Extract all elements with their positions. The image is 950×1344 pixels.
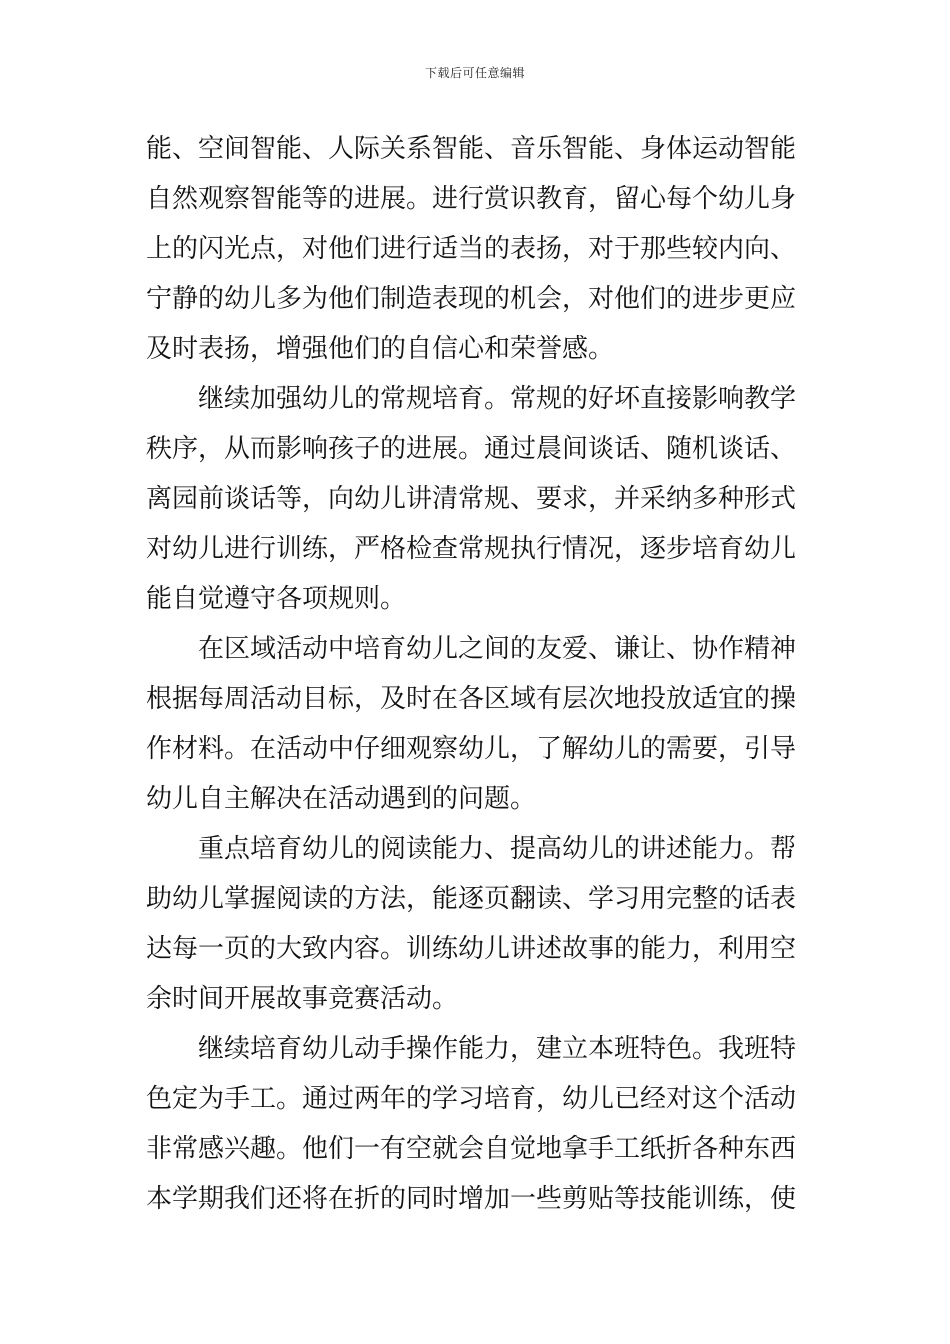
paragraph xyxy=(146,374,810,624)
text-line: 幼儿自主解决在活动遇到的问题。 xyxy=(146,784,537,814)
text-line: 非常感兴趣。他们一有空就会自觉地拿手工纸折各种东西 xyxy=(146,1134,797,1164)
text-line: 能自觉遵守各项规则。 xyxy=(146,584,407,614)
document-body xyxy=(146,124,810,1224)
text-line: 能、空间智能、人际关系智能、音乐智能、身体运动智能 xyxy=(146,134,797,164)
text-line: 作材料。在活动中仔细观察幼儿，了解幼儿的需要，引导 xyxy=(146,734,797,764)
text-line: 本学期我们还将在折的同时增加一些剪贴等技能训练，使 xyxy=(146,1184,797,1214)
text-line: 自然观察智能等的进展。进行赏识教育，留心每个幼儿身 xyxy=(146,184,797,214)
text-line: 根据每周活动目标，及时在各区域有层次地投放适宜的操 xyxy=(146,684,797,714)
text-line: 继续加强幼儿的常规培育。常规的好坏直接影响教学 xyxy=(198,384,797,414)
text-line: 对幼儿进行训练，严格检查常规执行情况，逐步培育幼儿 xyxy=(146,534,797,564)
text-line: 秩序，从而影响孩子的进展。通过晨间谈话、随机谈话、 xyxy=(146,434,797,464)
page-header: 下载后可任意编辑 xyxy=(424,66,525,80)
text-line: 离园前谈话等，向幼儿讲清常规、要求，并采纳多种形式 xyxy=(146,484,797,514)
paragraph xyxy=(146,124,810,374)
paragraph xyxy=(146,824,810,1024)
text-line: 达每一页的大致内容。训练幼儿讲述故事的能力，利用空 xyxy=(146,934,797,964)
text-line: 上的闪光点，对他们进行适当的表扬，对于那些较内向、 xyxy=(146,234,797,264)
paragraph xyxy=(146,1024,810,1224)
text-line: 助幼儿掌握阅读的方法，能逐页翻读、学习用完整的话表 xyxy=(146,884,797,914)
text-line: 余时间开展故事竞赛活动。 xyxy=(146,984,459,1014)
text-line: 及时表扬，增强他们的自信心和荣誉感。 xyxy=(146,334,615,364)
paragraph xyxy=(146,624,810,824)
text-line: 重点培育幼儿的阅读能力、提高幼儿的讲述能力。帮 xyxy=(198,834,797,864)
text-line: 色定为手工。通过两年的学习培育，幼儿已经对这个活动 xyxy=(146,1084,797,1114)
text-line: 继续培育幼儿动手操作能力，建立本班特色。我班特 xyxy=(198,1034,797,1064)
text-line: 宁静的幼儿多为他们制造表现的机会，对他们的进步更应 xyxy=(146,284,797,314)
text-line: 在区域活动中培育幼儿之间的友爱、谦让、协作精神 xyxy=(198,634,797,664)
